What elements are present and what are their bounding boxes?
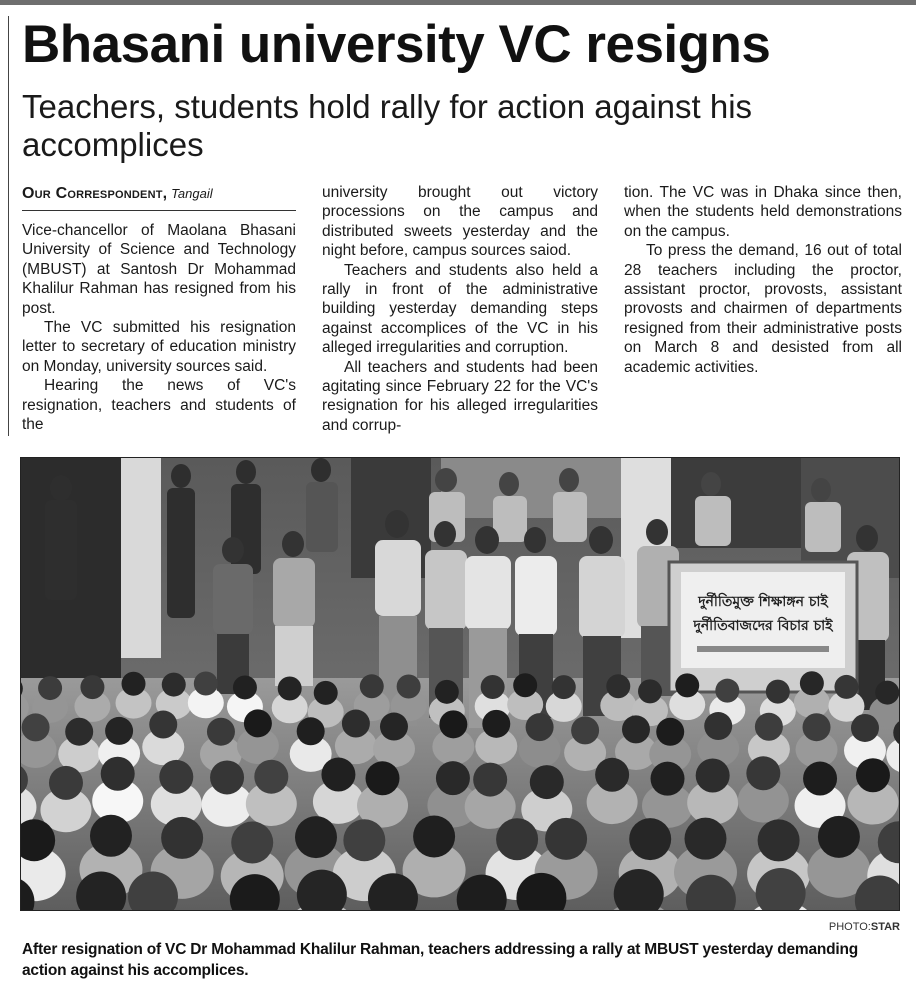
crowd-person-head <box>656 718 684 746</box>
crowd-person-head <box>545 818 587 860</box>
crowd-person-head <box>360 674 384 698</box>
crowd-person-head <box>496 818 538 860</box>
crowd-person-head <box>552 675 576 699</box>
top-border-rule <box>0 0 916 5</box>
crowd-person-head <box>321 758 355 792</box>
crowd-person-head <box>397 675 421 699</box>
headline: Bhasani university VC resigns <box>22 15 771 74</box>
crowd-person-head <box>684 818 726 860</box>
paragraph-continued: university brought out victory processions on the campus and distributed sweets yesterday and the night before, campus sources saiod. <box>322 184 598 260</box>
crowd-person-head <box>482 710 510 738</box>
crowd-person-head <box>766 680 790 704</box>
photo-credit-label: PHOTO: <box>828 921 871 933</box>
crowd-person-head <box>704 712 732 740</box>
crowd-person-head <box>530 765 564 799</box>
byline <box>22 183 296 204</box>
article-column-3 <box>624 183 902 377</box>
crowd-person-head <box>436 761 470 795</box>
crowd-person-head <box>380 713 408 741</box>
crowd-person-head <box>159 760 193 794</box>
crowd-person-head <box>746 756 780 790</box>
crowd-person-head <box>755 713 783 741</box>
crowd-person-head <box>278 677 302 701</box>
crowd-person-head <box>803 713 831 741</box>
rally-photo <box>20 457 900 911</box>
crowd-person-head <box>803 762 837 796</box>
left-border-rule <box>8 16 9 436</box>
crowd-person-head <box>481 675 505 699</box>
article-column-2 <box>322 183 598 435</box>
photo-credit-source: STAR <box>870 921 900 933</box>
article-column-1 <box>22 183 296 434</box>
paragraph: Teachers and students also held a rally in front of the administrative building yesterday demanding steps against accomplices of the VC in his alleged irregularities and corruption. <box>322 261 598 357</box>
crowd-person-head <box>513 673 537 697</box>
crowd-person-head <box>800 671 824 695</box>
paragraph: All teachers and students had been agitating since February 22 for the VC's resignation for his alleged irregularities and corrup- <box>322 358 598 434</box>
photo-credit <box>829 921 900 933</box>
crowd-person-head <box>207 718 235 746</box>
crowd-person-head <box>606 674 630 698</box>
crowd-person-head <box>149 711 177 739</box>
crowd-person-head <box>80 675 104 699</box>
banner-text-line-2: দুর্নীতিবাজদের বিচার চাই <box>693 618 833 634</box>
crowd-person-head <box>818 816 860 858</box>
paragraph-continued: tion. The VC was in Dhaka since then, when the students held demonstrations on the campus. <box>624 184 902 240</box>
crowd-person-head <box>49 766 83 800</box>
crowd-person-head <box>675 673 699 697</box>
crowd-person-head <box>101 757 135 791</box>
crowd-person-head <box>105 717 133 745</box>
crowd-person-head <box>244 709 272 737</box>
byline-author: Our Correspondent, <box>22 185 168 202</box>
crowd-person-head <box>231 821 273 863</box>
crowd-person-head <box>295 816 337 858</box>
crowd-person-head <box>194 672 218 696</box>
paragraph: Hearing the news of VC's resignation, teachers and students of the <box>22 377 296 434</box>
paragraph: The VC submitted his resignation letter to secretary of education ministry on Monday, university sources said. <box>22 319 296 375</box>
banner-text-line-1: দুর্নীতিমুক্ত শিক্ষাঙ্গন চাই <box>698 594 828 610</box>
crowd-person-head <box>233 675 257 699</box>
crowd-person-head <box>875 681 899 705</box>
crowd-person-head <box>856 758 890 792</box>
crowd-person-head <box>342 710 370 738</box>
crowd-person-head <box>161 817 203 859</box>
crowd-person-head <box>715 679 739 703</box>
crowd-person-head <box>254 760 288 794</box>
crowd-person-head <box>758 819 800 861</box>
photo-caption: After resignation of VC Dr Mohammad Khalilur Rahman, teachers addressing a rally at MBUST yesterday demanding action against his accomplices. <box>22 941 859 979</box>
crowd-person-head <box>38 676 62 700</box>
crowd-person-head <box>22 713 50 741</box>
crowd-person-head <box>65 718 93 746</box>
paragraph: To press the demand, 16 out of total 28 teachers including the proctor, assistant proctor, provosts, assistant provosts and chairmen of departments resigned from their administrative posts on March 8 and desisted from all academic activities. <box>624 242 902 376</box>
crowd-person-head <box>439 710 467 738</box>
paragraph-lead: Vice-chancellor of Maolana Bhasani University of Science and Technology (MBUST) at Santosh Dr Mohammad Khalilur Rahman has resigned from his post. <box>22 222 296 317</box>
crowd-person-head <box>834 675 858 699</box>
subheadline: Teachers, students hold rally for action against his accomplices <box>22 88 753 163</box>
crowd-person-head <box>210 760 244 794</box>
crowd-person-head <box>629 818 671 860</box>
crowd-person-head <box>638 679 662 703</box>
crowd-person-head <box>413 816 455 858</box>
crowd-person-head <box>571 716 599 744</box>
crowd-person-head <box>595 758 629 792</box>
byline-divider <box>22 210 296 211</box>
byline-location: Tangail <box>171 186 213 201</box>
crowd-person-head <box>122 672 146 696</box>
crowd-person-head <box>851 714 879 742</box>
crowd-person-head <box>473 763 507 797</box>
rally-photo-illustration <box>21 458 899 910</box>
crowd-person-head <box>314 681 338 705</box>
crowd-person-head <box>435 680 459 704</box>
crowd-person-head <box>162 673 186 697</box>
crowd-person-head <box>696 759 730 793</box>
crowd-person-head <box>343 819 385 861</box>
crowd-person-head <box>622 715 650 743</box>
crowd-person-head <box>297 717 325 745</box>
crowd-person-head <box>90 815 132 857</box>
crowd-person-head <box>526 713 554 741</box>
crowd-person-head <box>651 762 685 796</box>
crowd-person-head <box>366 761 400 795</box>
